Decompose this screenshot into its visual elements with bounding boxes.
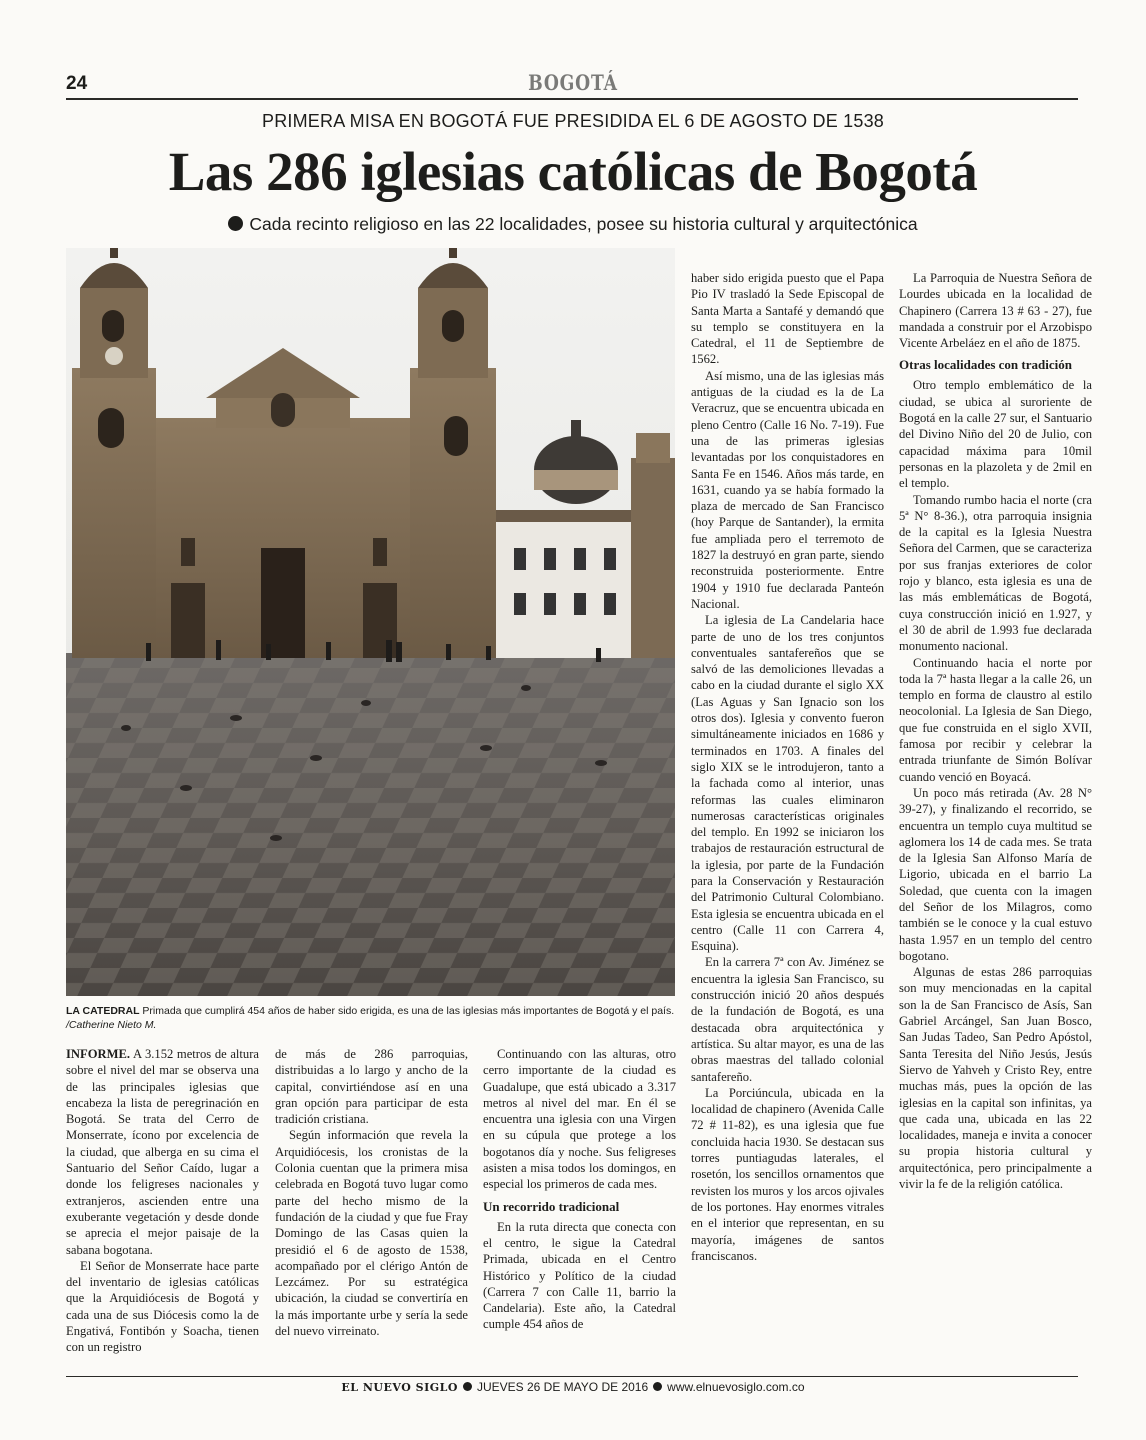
caption-text: Primada que cumplirá 454 años de haber sido erigida, es una de las iglesias más importantes de Bogotá y el país. <box>139 1005 675 1017</box>
paragraph: Otro templo emblemático de la ciudad, se ubica al suroriente de Bogotá en la calle 27 sur, el Santuario del Divino Niño del 20 de Julio, con capacidad máxima para 10mil personas en la plazoleta y de 2mil en el templo. <box>899 378 1092 491</box>
paragraph: de más de 286 parroquias, distribuidas a lo largo y ancho de la capital, convirtiéndose así en una gran opción para participar de esta tradición cristiana. <box>275 1047 468 1127</box>
bullet-icon <box>463 1382 472 1391</box>
article-column-4 <box>691 270 884 1264</box>
subhead-text: Cada recinto religioso en las 22 localidades, posee su historia cultural y arquitectónica <box>249 214 918 234</box>
subhead <box>0 214 1146 235</box>
headline: Las 286 iglesias católicas de Bogotá <box>168 141 978 202</box>
paragraph: La Porciúncula, ubicada en la localidad de chapinero (Avenida Calle 72 # 11-82), es una iglesia que fue concluida hacia 1930. Se destacan sus torres puntiagudas laterales, el rosetón, los sencillos ornamentos que revisten los muros y los arcos ojivales de los portones. Hay enormes vitrales en el interior que representan, en su mayoría, imágenes de santos franciscanos. <box>691 1085 884 1263</box>
paragraph: Un poco más retirada (Av. 28 N° 39-27), y finalizando el recorrido, se encuentra un templo cuya multitud se aglomera los 14 de cada mes. Se trata de la Iglesia San Alfonso María de Ligorio, ubicada en el barrio La Soledad, que cuenta con la imagen del Señor de los Milagros, como también se le conoce y la cual estuvo hasta 1.957 en un templo del centro bogotano. <box>899 785 1092 963</box>
paragraph: En la carrera 7ª con Av. Jiménez se encuentra la iglesia San Francisco, su construcción inició 20 años después de la fundación de Bogotá, es una destacada obra arquitectónica y artística. Su altar mayor, es una de las obras maestras del tallado colonial santafereño. <box>691 955 884 1084</box>
cathedral-illustration <box>66 248 675 996</box>
paragraph: La Parroquia de Nuestra Señora de Lourdes ubicada en la localidad de Chapinero (Carrera 13 # 63 - 27), fue mandada a construir por el Arzobispo Vicente Arbeláez en el año de 1875. <box>899 271 1092 351</box>
cathedral-photo <box>66 248 675 996</box>
paragraph: Continuando hacia el norte por toda la 7ª hasta llegar a la calle 26, un templo en forma de claustro al estilo neocolonial. La Iglesia de San Diego, que fue construida en el siglo XVII, famosa por recibir y celebrar la entrada triunfante de Simón Bolívar cuando venció en Boyacá. <box>899 655 1092 784</box>
caption-lead: LA CATEDRAL <box>66 1005 140 1017</box>
lead-in: INFORME. <box>66 1047 131 1061</box>
paragraph: La iglesia de La Candelaria hace parte de uno de los tres conjuntos conventuales santafereños que se salvó de las demoliciones llevadas a cabo en la ciudad durante el siglo XX (Las Aguas y San Ignacio son los otros dos). Iglesia y convento fueron simultáneamente iniciados en 1686 y terminados en 1703. A finales del siglo XIX se le introdujeron, tanto a la fachada como al interior, unas reformas las cuales eliminaron numerosas características originales del templo. En 1992 se iniciaron los trabajos de restauración estructural de la iglesia, por parte de la Fundación para la Conservación y Restauración del Patrimonio Cultural Colombiano. Esta iglesia se encuentra ubicada en el centro (Calle 11 con Carrera 4, Esquina). <box>691 613 885 954</box>
subheading: Otras localidades con tradición <box>899 357 1072 373</box>
kicker: PRIMERA MISA EN BOGOTÁ FUE PRESIDIDA EL 6 DE AGOSTO DE 1538 <box>262 111 884 131</box>
article-column-3 <box>483 1046 676 1333</box>
paragraph: Según información que revela la Arquidiócesis, los cronistas de la Colonia cuentan que la primera misa celebrada en Bogotá tuvo lugar como parte del hecho mismo de la fundación de la ciudad y que fue Fray Domingo de las Casas quien la presidió el 6 de agosto de 1538, acompañado por el clérigo Antón de Lezcámez. Por su estratégica ubicación, la ciudad se convertiría en la más importante urbe y sería la sede del nuevo virreinato. <box>275 1128 468 1339</box>
paragraph: Algunas de estas 286 parroquias son muy mencionadas en la capital son la de San Francisco de Asís, San Gabriel Arcángel, San Juan Bosco, San Judas Tadeo, San Pedro Apóstol, Santa Teresita del Niño Jesús, Jesús Siervo de Yahveh y Cristo Rey, entre muchas más, pues la opción de las iglesias en la capital son infinitas, ya que cada una, ubicada en las 22 localidades, maneja e invita a conocer su propia historia cultural y arquitectónica, pero principalmente a vivir la fe de la religión católica. <box>899 965 1092 1192</box>
article-column-2 <box>275 1046 468 1339</box>
bullet-icon <box>228 216 243 231</box>
bullet-icon <box>653 1382 662 1391</box>
paragraph: Así mismo, una de las iglesias más antiguas de la ciudad es la de La Veracruz, que se encuentra ubicada en pleno Centro (Calle 16 No. 7-19). Fue una de las primeras iglesias levantadas por los conquistadores en Santa Fe en 1546. Años más tarde, en 1631, cuando ya se había formado la plaza de mercado de San Francisco (hoy Parque de Santander), la ermita fue ampliada pero el terremoto de 1827 la destruyó en gran parte, siendo reconstruida posteriormente. Entre 1904 y 1910 fue declarada Panteón Nacional. <box>691 368 884 611</box>
paragraph: El Señor de Monserrate hace parte del inventario de iglesias católicas que la Arquidiócesis de Bogotá y cada una de sus Diócesis como la de Engativá, Fontibón y Soacha, tienen con un registro <box>66 1258 259 1355</box>
paragraph: Tomando rumbo hacia el norte (cra 5ª N° 8-36.), otra parroquia insignia de la capital es la Iglesia Nuestra Señora del Carmen, que se caracteriza por sus franjas exteriores de color rojo y blanco, esta iglesia es una de las más emblemáticas de Bogotá, cuya construcción inició en 1.927, y el 30 de abril de 1.993 fue declarada monumento nacional. <box>899 492 1092 654</box>
subheading: Un recorrido tradicional <box>483 1198 620 1214</box>
paragraph-text: A 3.152 metros de altura sobre el nivel del mar se observa una de las principales iglesias que encabeza la lista de peregrinación en Bogotá. Se trata del Cerro de Monserrate, ícono por excelencia de la ciudad, que alberga en su cima el Santuario del Señor Caído, lugar a donde los feligreses nacionales y extranjeros, ascienden entre una exuberante vegetación y desde donde se aprecia el mejor paisaje de la sabana bogotana. <box>66 1047 259 1257</box>
article-column-5 <box>899 270 1092 1192</box>
footer-url: www.elnuevosiglo.com.co <box>667 1380 805 1394</box>
paragraph <box>66 1046 259 1258</box>
paragraph: Continuando con las alturas, otro cerro importante de la ciudad es Guadalupe, que está ubicado a 3.317 metros al nivel del mar. En él se encuentra una iglesia con una Virgen en su cúpula que protege a los bogotanos día y noche. Sus feligreses asisten a misa todos los domingos, en especial los primeros de cada mes. <box>483 1047 676 1192</box>
newspaper-brand: EL NUEVO SIGLO <box>341 1381 458 1394</box>
paragraph: En la ruta directa que conecta con el centro, le sigue la Catedral Primada, ubicada en el Centro Histórico y Político de la ciudad (Carrera 7 con Calle 11, barrio la Candelaria). Este año, la Catedral cumple 454 años de <box>483 1219 676 1332</box>
page-footer <box>0 1380 1146 1394</box>
footer-date: JUEVES 26 DE MAYO DE 2016 <box>476 1380 649 1394</box>
footer-rule <box>66 1376 1078 1377</box>
page-number: 24 <box>66 73 88 94</box>
paragraph: haber sido erigida puesto que el Papa Pio IV trasladó la Sede Episcopal de Santa Marta a Santafé y demandó que su templo se constituyera en la Catedral, el 11 de Septiembre de 1562. <box>691 271 884 367</box>
header-rule <box>66 98 1078 100</box>
article-column-1 <box>66 1046 259 1356</box>
photo-caption <box>66 1004 675 1032</box>
section-title: BOGOTÁ <box>528 70 618 95</box>
caption-credit: /Catherine Nieto M. <box>66 1019 157 1031</box>
